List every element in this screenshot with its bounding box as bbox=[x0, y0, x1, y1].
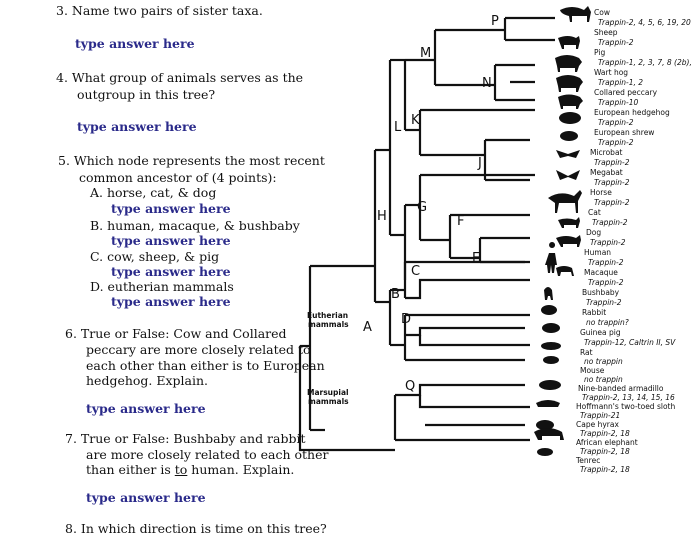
taxon-detail: Trappin-2, 18 bbox=[580, 447, 630, 456]
answer-field-q4[interactable]: type answer here bbox=[77, 119, 197, 134]
taxon-detail: Trappin-12, Caltrin II, SV bbox=[584, 338, 676, 347]
answer-field-q5d[interactable]: type answer here bbox=[111, 294, 231, 309]
hedgehog-icon bbox=[559, 112, 581, 124]
tenrec-icon bbox=[537, 448, 553, 456]
node-label-Q: Q bbox=[405, 379, 416, 394]
answer-field-q3[interactable]: type answer here bbox=[75, 36, 195, 51]
question-6-line3: each other than either is to European bbox=[86, 358, 325, 373]
node-label-D: D bbox=[401, 312, 412, 327]
node-label-C: C bbox=[411, 264, 421, 279]
taxon-name: Hoffmann's two-toed sloth bbox=[576, 402, 676, 411]
question-7-line3: than either is to human. Explain. bbox=[86, 462, 295, 477]
question-5-option-d: D. eutherian mammals bbox=[90, 279, 234, 294]
taxon-detail: no trappin? bbox=[586, 318, 629, 327]
rabbit-icon bbox=[541, 305, 557, 315]
taxon-name: European hedgehog bbox=[594, 108, 670, 117]
node-label-B: B bbox=[391, 287, 400, 302]
taxon-detail: Trappin-2 bbox=[598, 38, 634, 47]
taxon-detail: Trappin-2, 18 bbox=[580, 429, 630, 438]
node-label-J: J bbox=[478, 156, 482, 171]
horse-icon bbox=[548, 190, 582, 213]
node-labels bbox=[363, 14, 499, 394]
node-label-E: E bbox=[472, 251, 481, 266]
taxon-detail: Trappin-2 bbox=[594, 198, 630, 207]
taxon-name: Rat bbox=[580, 348, 593, 357]
answer-field-q5c[interactable]: type answer here bbox=[111, 264, 231, 279]
dog-icon bbox=[556, 235, 581, 247]
human-icon bbox=[545, 242, 557, 273]
taxon-name: Cow bbox=[594, 8, 610, 17]
mouse-icon bbox=[543, 356, 559, 364]
wart-hog-icon bbox=[556, 75, 583, 92]
taxon-name: Collared peccary bbox=[594, 88, 658, 97]
taxon-name: European shrew bbox=[594, 128, 655, 137]
node-label-A: A bbox=[363, 320, 372, 335]
taxon-name: Pig bbox=[594, 48, 606, 57]
taxon-name: Wart hog bbox=[594, 68, 629, 77]
taxon-name: Macaque bbox=[584, 268, 618, 277]
question-5-line2: common ancestor of (4 points): bbox=[79, 170, 277, 185]
eutherian-label-2: mammals bbox=[308, 320, 349, 329]
sloth-icon bbox=[536, 400, 560, 407]
node-label-P: P bbox=[491, 14, 499, 29]
question-5-option-c: C. cow, sheep, & pig bbox=[90, 249, 220, 264]
taxon-name: Dog bbox=[586, 228, 602, 237]
megabat-icon bbox=[556, 170, 580, 180]
cow-icon bbox=[560, 6, 591, 22]
taxon-detail: Trappin-2 bbox=[590, 238, 626, 247]
eutherian-label-1: Eutherian bbox=[307, 311, 349, 320]
taxon-detail: Trappin-2, 18 bbox=[580, 465, 630, 474]
answer-field-q5a[interactable]: type answer here bbox=[111, 201, 231, 216]
taxon-detail: Trappin-2 bbox=[594, 178, 630, 187]
node-label-L: L bbox=[394, 120, 402, 135]
taxon-name: Megabat bbox=[590, 168, 623, 177]
sheep-icon bbox=[558, 36, 580, 49]
taxon-detail: no trappin bbox=[584, 357, 623, 366]
node-label-F: F bbox=[457, 214, 465, 229]
pig-icon bbox=[555, 55, 582, 72]
tree-branches bbox=[300, 18, 555, 450]
node-label-H: H bbox=[377, 209, 387, 224]
taxon-name: Nine-banded armadillo bbox=[578, 384, 664, 393]
peccary-icon bbox=[558, 95, 583, 110]
taxon-name: Tenrec bbox=[576, 456, 601, 465]
question-6-line2: peccary are more closely related to bbox=[86, 342, 311, 357]
taxon-name: Bushbaby bbox=[582, 288, 620, 297]
shrew-icon bbox=[560, 131, 578, 141]
question-7-line2: are more closely related to each other bbox=[86, 447, 329, 462]
taxon-name: African elephant bbox=[576, 438, 638, 447]
taxon-name: Horse bbox=[590, 188, 612, 197]
taxon-detail: Trappin-2, 13, 14, 15, 16 bbox=[582, 393, 675, 402]
taxon-detail: Trappin-10 bbox=[598, 98, 639, 107]
taxon-name: Human bbox=[584, 248, 612, 257]
taxon-detail: Trappin-2 bbox=[586, 298, 622, 307]
question-5-line1: 5. Which node represents the most recent bbox=[58, 153, 325, 168]
question-7-line1: 7. True or False: Bushbaby and rabbit bbox=[65, 431, 306, 446]
question-5-option-b: B. human, macaque, & bushbaby bbox=[90, 218, 300, 233]
node-label-N: N bbox=[482, 76, 492, 91]
taxon-detail: Trappin-2 bbox=[598, 138, 634, 147]
cat-icon bbox=[558, 217, 580, 228]
answer-field-q6[interactable]: type answer here bbox=[86, 401, 206, 416]
question-3: 3. Name two pairs of sister taxa. bbox=[56, 3, 263, 18]
macaque-icon bbox=[556, 266, 574, 276]
taxon-detail: Trappin-2 bbox=[592, 218, 628, 227]
taxon-detail: Trappin-1, 2, 3, 7, 8 (2b), bbox=[598, 58, 692, 67]
marsupial-label-2: mammals bbox=[308, 397, 349, 406]
node-label-M: M bbox=[420, 46, 432, 61]
taxon-name: Mouse bbox=[580, 366, 605, 375]
armadillo-icon bbox=[539, 380, 561, 390]
taxon-detail: Trappin-21 bbox=[580, 411, 621, 420]
taxon-detail: Trappin-2 bbox=[594, 158, 630, 167]
guinea-pig-icon bbox=[542, 323, 560, 333]
taxon-detail: Trappin-2 bbox=[588, 258, 624, 267]
taxon-name: Cat bbox=[588, 208, 601, 217]
question-6-line1: 6. True or False: Cow and Collared bbox=[65, 326, 287, 341]
taxon-detail: Trappin-2 bbox=[598, 118, 634, 127]
marsupial-label-1: Marsupial bbox=[307, 388, 349, 397]
answer-field-q7[interactable]: type answer here bbox=[86, 490, 206, 505]
taxon-name: Rabbit bbox=[582, 308, 607, 317]
question-6-line4: hedgehog. Explain. bbox=[86, 373, 209, 388]
question-4-line1: 4. What group of animals serves as the bbox=[56, 70, 304, 85]
taxon-name: Guinea pig bbox=[580, 328, 621, 337]
rat-icon bbox=[541, 342, 561, 350]
taxon-name: Sheep bbox=[594, 28, 618, 37]
node-label-K: K bbox=[411, 113, 420, 128]
taxa-labels bbox=[575, 8, 692, 474]
question-4-line2: outgroup in this tree? bbox=[77, 87, 216, 102]
bushbaby-icon bbox=[544, 287, 553, 300]
taxon-detail: Trappin-2 bbox=[588, 278, 624, 287]
taxon-detail: no trappin bbox=[584, 375, 623, 384]
question-5-option-a: A. horse, cat, & dog bbox=[90, 185, 217, 200]
elephant-icon bbox=[534, 428, 564, 440]
taxon-detail: Trappin-2, 4, 5, 6, 19, 20 bbox=[598, 18, 691, 27]
taxon-name: Cape hyrax bbox=[576, 420, 619, 429]
question-8: 8. In which direction is time on this tree? bbox=[65, 521, 327, 536]
node-label-G: G bbox=[417, 200, 428, 215]
taxon-detail: Trappin-1, 2 bbox=[598, 78, 644, 87]
answer-field-q5b[interactable]: type answer here bbox=[111, 233, 231, 248]
taxon-name: Microbat bbox=[590, 148, 623, 157]
microbat-icon bbox=[556, 150, 580, 158]
